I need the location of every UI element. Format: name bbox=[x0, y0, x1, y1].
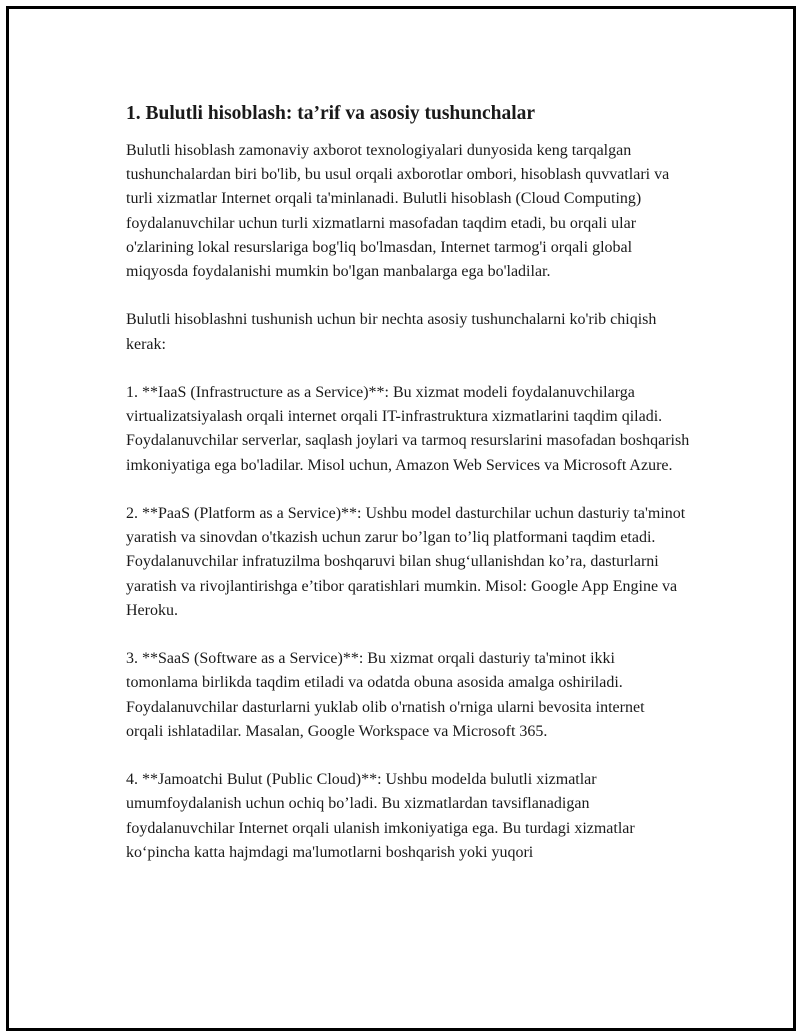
paas-paragraph: 2. **PaaS (Platform as a Service)**: Ushbu model dasturchilar uchun dasturiy ta'minot yaratish va sinovdan o'tkazish uchun zarur bo’lgan to’liq platformani taqdim etadi. Foydalanuvchilar infratuzilma boshqaruvi bilan shug‘ullanishdan ko’ra, dasturlarni yaratish va rivojlantirishga e’tibor qaratishlari mumkin. Misol: Google App Engine va Heroku. bbox=[126, 505, 686, 619]
section-heading: 1. Bulutli hisoblash: ta’rif va asosiy tushunchalar bbox=[126, 103, 536, 124]
document-body bbox=[126, 101, 690, 889]
document-page bbox=[6, 6, 796, 1031]
saas-paragraph: 3. **SaaS (Software as a Service)**: Bu xizmat orqali dasturiy ta'minot ikki tomonlama birlikda taqdim etiladi va odatda obuna asosida amalga oshiriladi. Foydalanuvchilar dasturlarni yuklab olib o'rnatish o'rniga ularni bevosita internet orqali ishlatadilar. Masalan, Google Workspace va Microsoft 365. bbox=[126, 650, 645, 740]
iaas-paragraph: 1. **IaaS (Infrastructure as a Service)**: Bu xizmat modeli foydalanuvchilarga virtualizatsiyalash orqali internet orqali IT-infrastruktura xizmatlarini taqdim qiladi. Foydalanuvchilar serverlar, saqlash joylari va tarmoq resurslarini masofadan boshqarish imkoniyatiga ega bo'ladilar. Misol uchun, Amazon Web Services va Microsoft Azure. bbox=[126, 384, 690, 474]
public-cloud-paragraph: 4. **Jamoatchi Bulut (Public Cloud)**: Ushbu modelda bulutli xizmatlar umumfoydalanish uchun ochiq bo’ladi. Bu xizmatlardan tavsiflanadigan foydalanuvchilar Internet orqali ulanish imkoniyatiga ega. Bu turdagi xizmatlar ko‘pincha katta hajmdagi ma'lumotlarni boshqarish yoki yuqori bbox=[126, 771, 635, 861]
concepts-intro-paragraph: Bulutli hisoblashni tushunish uchun bir nechta asosiy tushunchalarni ko'rib chiqish kerak: bbox=[126, 311, 657, 353]
intro-paragraph: Bulutli hisoblash zamonaviy axborot texnologiyalari dunyosida keng tarqalgan tushunchalardan biri bo'lib, bu usul orqali axborotlar ombori, hisoblash quvvatlari va turli xizmatlar Internet orqali ta'minlanadi. Bulutli hisoblash (Cloud Computing) foydalanuvchilar uchun turli xizmatlarni masofadan taqdim etadi, bu orqali ular o'zlarining lokal resurslariga bog'liq bo'lmasdan, Internet tarmog'i orqali global miqyosda foydalanishi mumkin bo'lgan manbalarga ega bo'ladilar. bbox=[126, 142, 670, 281]
